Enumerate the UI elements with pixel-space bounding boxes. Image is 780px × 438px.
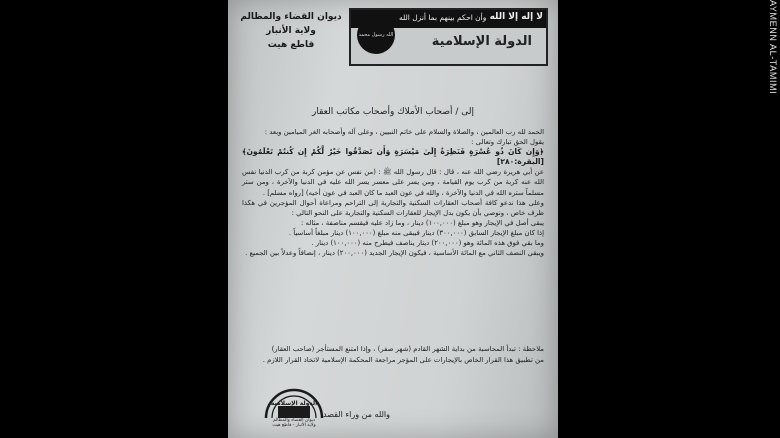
paragraph: يقول الحق تبارك وتعالى : <box>471 138 544 147</box>
note-line: من تطبيق هذا القرار الخاص بالإيجارات على المؤجر مراجعة المحكمة الإسلامية لاتخاذ القرار اللازم . <box>262 355 544 364</box>
document-sheet <box>228 0 558 438</box>
stamp-caption-line: ديوان القضاء والمظالم <box>272 418 316 423</box>
stamp-caption <box>258 418 330 428</box>
department-line: ديوان القضاء والمظالم <box>240 12 342 22</box>
photo-credit: AYMENN AL-TAMIMI <box>768 0 778 95</box>
stamp-emblem-icon <box>258 378 330 420</box>
note-line: ملاحظة : تبدأ المحاسبة من بداية الشهر القادم (شهر صفر) ، وإذا امتنع المستأجر (صاحب العقار) <box>271 345 544 353</box>
paragraph: وما بقي فوق هذه المائة وهو (٢٠٠,٠٠٠) دينار يناصف فيطرح منه (١٠٠,٠٠٠) دينار . <box>311 239 544 248</box>
verse-header: وأن احكم بينهم بما أنزل الله <box>399 13 487 22</box>
closing-line: والله من وراء القصد <box>323 410 391 419</box>
paragraph: يبقى أصل في الإيجار وهو مبلغ (١٠٠,٠٠٠) دينار ، وما زاد عليه فيقسم مناصفة ، مثاله : <box>301 218 544 227</box>
shahada-text: لا إله إلا الله <box>489 12 543 22</box>
official-stamp <box>258 378 330 432</box>
letterhead <box>349 8 548 66</box>
state-name: الدولة الإسلامية <box>431 34 532 49</box>
paragraph: ويبقى النصف الثاني مع المائة الأساسية ، فيكون الإيجار الجديد (٢٠٠,٠٠٠) دينار ، إنصافاً وعدلاً بين الجميع . <box>245 249 544 258</box>
quran-verse: ﴿وَإِن كَانَ ذُو عُسْرَةٍ فَنَظِرَةٌ إِلَىٰ مَيْسَرَةٍ وَأَن تَصَدَّقُوا خَيْرٌ لَّكُمْ إِن كُنتُمْ تَعْلَمُونَ﴾ [البقرة:٢٨٠] <box>242 147 544 167</box>
addressee: إلى / أصحاب الأملاك وأصحاب مكاتب العقار <box>312 107 474 117</box>
department-line: ولاية الأنبار <box>266 26 316 36</box>
paragraph: الحمد لله رب العالمين ، والصلاة والسلام على خاتم النبيين ، وعلى آله وأصحابه الغر الميامين وبعد : <box>264 128 544 136</box>
seal-icon <box>357 16 395 54</box>
stamp-caption-line: ولاية الأنبار - قاطع هيت <box>272 423 316 428</box>
paragraph: عن أبي هريرة رضي الله عنه ، قال : قال رسول الله ﷺ : (من نفس عن مؤمن كربة من كرب الدنيا نفس الله عنه كربة من كرب يوم القيامة ، ومن يسر على معسر يسر الله عليه في الدنيا والآخرة ، ومن ستر مسلماً ستره الله في الدنيا والآخرة ، والله في عون العبد ما كان العبد في عون أخيه) [رواه مسلم] . <box>242 168 544 197</box>
letter-body <box>242 127 544 258</box>
department-line: قاطع هيت <box>267 40 315 50</box>
department-block <box>236 10 346 52</box>
note-block <box>242 344 544 365</box>
stamp-title: الدولة الإسلامية <box>270 400 318 407</box>
paragraph: وعلى هذا ندعو كافة أصحاب العقارات السكنية والتجارية إلى التراحم ومراعاة أحوال المؤجرين في هكذا ظرف خاص ، ونوصي بأن يكون بدل الإيجار للعقارات السكنية والتجارية على النحو التالي : <box>242 198 544 217</box>
paragraph: إذا كان مبلغ الإيجار السابق (٣٠٠,٠٠٠) دينار فيبقى منه مبلغ (١٠٠,٠٠٠) دينار مبلغاً أساسياً . <box>288 228 544 237</box>
seal-label: الله رسول محمد <box>358 32 394 38</box>
